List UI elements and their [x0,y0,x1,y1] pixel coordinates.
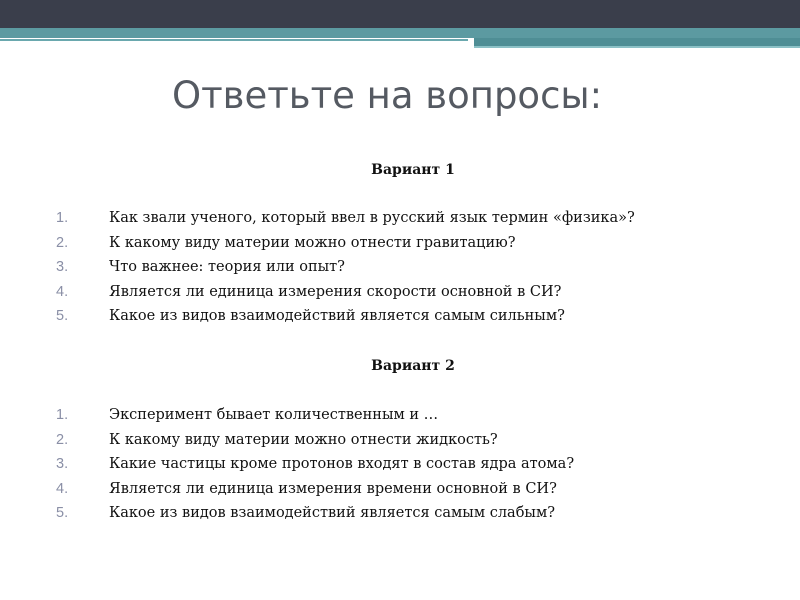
variant-2-heading: Вариант 2 [371,358,455,374]
question-text: Является ли единица измерения скорости основной в СИ? [109,283,562,300]
question-number: 4. [56,480,69,497]
variant-1-heading: Вариант 1 [371,162,455,178]
question-number: 1. [56,407,69,423]
header-stripe-left [0,39,468,41]
question-text: Какое из видов взаимодействий является самым сильным? [109,308,565,324]
question-number: 5. [56,308,69,324]
header-stripe-right [474,38,800,46]
question-text: Какое из видов взаимодействий является самым слабым? [109,505,556,521]
slide-title: Ответьте на вопросы: [172,74,603,117]
question-number: 2. [56,431,69,448]
header-bar [0,0,800,28]
question-text: Эксперимент бывает количественным и … [109,407,439,423]
question-number: 3. [56,456,69,472]
question-number: 4. [56,283,69,300]
header-accent-band [0,28,800,38]
question-text: Что важнее: теория или опыт? [109,259,345,275]
question-text: Какие частицы кроме протонов входят в состав ядра атома? [109,456,575,472]
question-number: 3. [56,259,69,275]
question-number: 1. [56,210,69,226]
question-text: Является ли единица измерения времени основной в СИ? [109,480,557,497]
question-text: Как звали ученого, который ввел в русский язык термин «физика»? [109,210,635,226]
question-number: 2. [56,234,69,251]
question-text: К какому виду материи можно отнести гравитацию? [109,234,516,251]
question-number: 5. [56,505,69,521]
question-text: К какому виду материи можно отнести жидкость? [109,431,498,448]
